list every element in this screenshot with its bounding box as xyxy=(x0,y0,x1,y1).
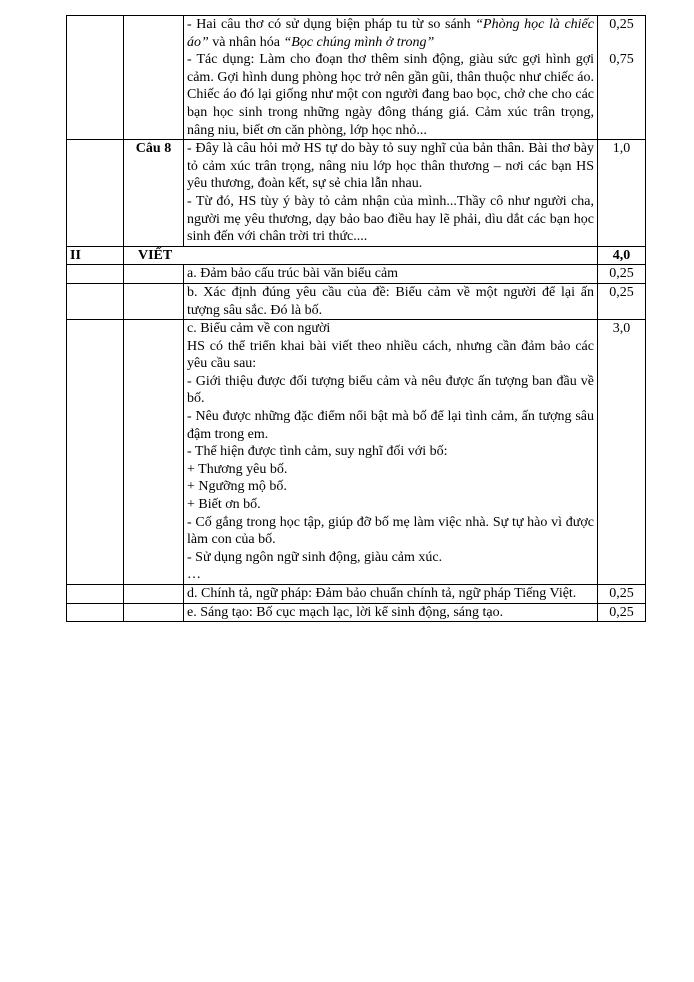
score-value: 0,25 xyxy=(598,603,646,622)
criterion-line: + Thương yêu bố. xyxy=(187,461,288,477)
answer-text: và nhân hóa xyxy=(208,34,284,50)
score-value: 0,25 xyxy=(598,283,646,319)
section-cell xyxy=(67,140,124,247)
question-cell xyxy=(124,320,184,585)
score-value: 0,25 xyxy=(598,265,646,284)
table-row xyxy=(67,283,646,319)
answer-cell xyxy=(184,16,598,140)
answer-text: - Hai câu thơ có sử dụng biện pháp tu từ so sánh xyxy=(187,17,476,32)
criterion-line: + Ngưỡng mộ bố. xyxy=(187,479,287,495)
criterion-line: - Sử dụng ngôn ngữ sinh động, giàu cảm xúc. xyxy=(187,549,443,565)
table-row xyxy=(67,585,646,604)
section-cell xyxy=(67,265,124,284)
criterion-text: b. Xác định đúng yêu cầu của đề: Biểu cảm về một người để lại ấn tượng sâu sắc. Đó là bố. xyxy=(184,283,598,319)
section-cell xyxy=(67,16,124,140)
section-title: VIẾT xyxy=(124,246,598,265)
question-cell xyxy=(124,585,184,604)
criterion-line: - Nêu được những đặc điểm nổi bật mà bố để lại tình cảm, ấn tượng sâu đậm trong em. xyxy=(187,409,594,442)
section-cell xyxy=(67,603,124,622)
section-header-row xyxy=(67,246,646,265)
criterion-text: d. Chính tả, ngữ pháp: Đảm bảo chuẩn chính tả, ngữ pháp Tiếng Việt. xyxy=(184,585,598,604)
section-score: 4,0 xyxy=(598,246,646,265)
score-value: 0,25 xyxy=(609,17,634,32)
answer-cell xyxy=(184,140,598,247)
answer-paragraph: - Từ đó, HS tùy ý bày tỏ cảm nhận của mình...Thầy cô như người cha, người mẹ yêu thương, dạy bảo bao điều hay lẽ phải, dìu dắt các bạn học sinh đến với chân trời tri thức.... xyxy=(187,193,594,245)
score-value: 0,25 xyxy=(598,585,646,604)
question-label: Câu 8 xyxy=(124,140,184,247)
table-row xyxy=(67,265,646,284)
criterion-line: - Giới thiệu được đối tượng biểu cảm và nêu được ấn tượng ban đầu về bố. xyxy=(187,373,594,407)
answer-paragraph: - Đây là câu hỏi mở HS tự do bày tỏ suy nghĩ của bản thân. Bài thơ bày tỏ cảm xúc trân trọng, nâng niu lớp học thân thương – nơi các bạn HS yêu thương, đoàn kết, sự sẻ chia lẫn nhau. xyxy=(187,141,594,192)
answer-paragraph: - Tác dụng: Làm cho đoạn thơ thêm sinh động, giàu sức gợi hình gợi cảm. Gợi hình dung phòng học trở nên gần gũi, thân thuộc như chiếc áo. Chiếc áo đó lại giống như một con người đang bao bọc, chở che cho các bạn học sinh trong những ngày đông tháng giá. Cảm xúc trân trọng, nâng niu, biết ơn căn phòng, lớp học nhỏ... xyxy=(187,52,594,138)
criterion-line: - Cố gắng trong học tập, giúp đỡ bố mẹ làm việc nhà. Sự tự hào vì được làm con của bố. xyxy=(187,514,594,548)
question-cell xyxy=(124,16,184,140)
criterion-line: HS có thể triển khai bài viết theo nhiều cách, nhưng cần đảm bảo các yêu cầu sau: xyxy=(187,338,594,372)
section-cell xyxy=(67,320,124,585)
question-cell xyxy=(124,265,184,284)
criterion-line: c. Biểu cảm về con người xyxy=(187,321,331,337)
question-cell xyxy=(124,283,184,319)
section-cell xyxy=(67,283,124,319)
score-value: 1,0 xyxy=(598,140,646,247)
table-row xyxy=(67,603,646,622)
grading-table xyxy=(66,15,646,622)
criterion-line: … xyxy=(187,567,201,583)
score-cell xyxy=(598,16,646,140)
criterion-text: e. Sáng tạo: Bố cục mạch lạc, lời kể sinh động, sáng tạo. xyxy=(184,603,598,622)
question-cell xyxy=(124,603,184,622)
table-row xyxy=(67,320,646,585)
score-value: 0,75 xyxy=(609,52,634,68)
score-value: 3,0 xyxy=(598,320,646,585)
criterion-line: - Thể hiện được tình cảm, suy nghĩ đối với bố: xyxy=(187,444,448,460)
table-row xyxy=(67,140,646,247)
quote-text: “Phòng học là chiếc áo” xyxy=(187,17,594,50)
criterion-line: + Biết ơn bố. xyxy=(187,497,261,513)
quote-text: “Bọc chúng mình ở trong” xyxy=(283,34,435,50)
table-row xyxy=(67,16,646,140)
section-number: II xyxy=(67,246,124,265)
criterion-text: a. Đảm bảo cấu trúc bài văn biểu cảm xyxy=(184,265,598,284)
section-cell xyxy=(67,585,124,604)
criterion-cell xyxy=(184,320,598,585)
answer-paragraph xyxy=(187,16,594,51)
